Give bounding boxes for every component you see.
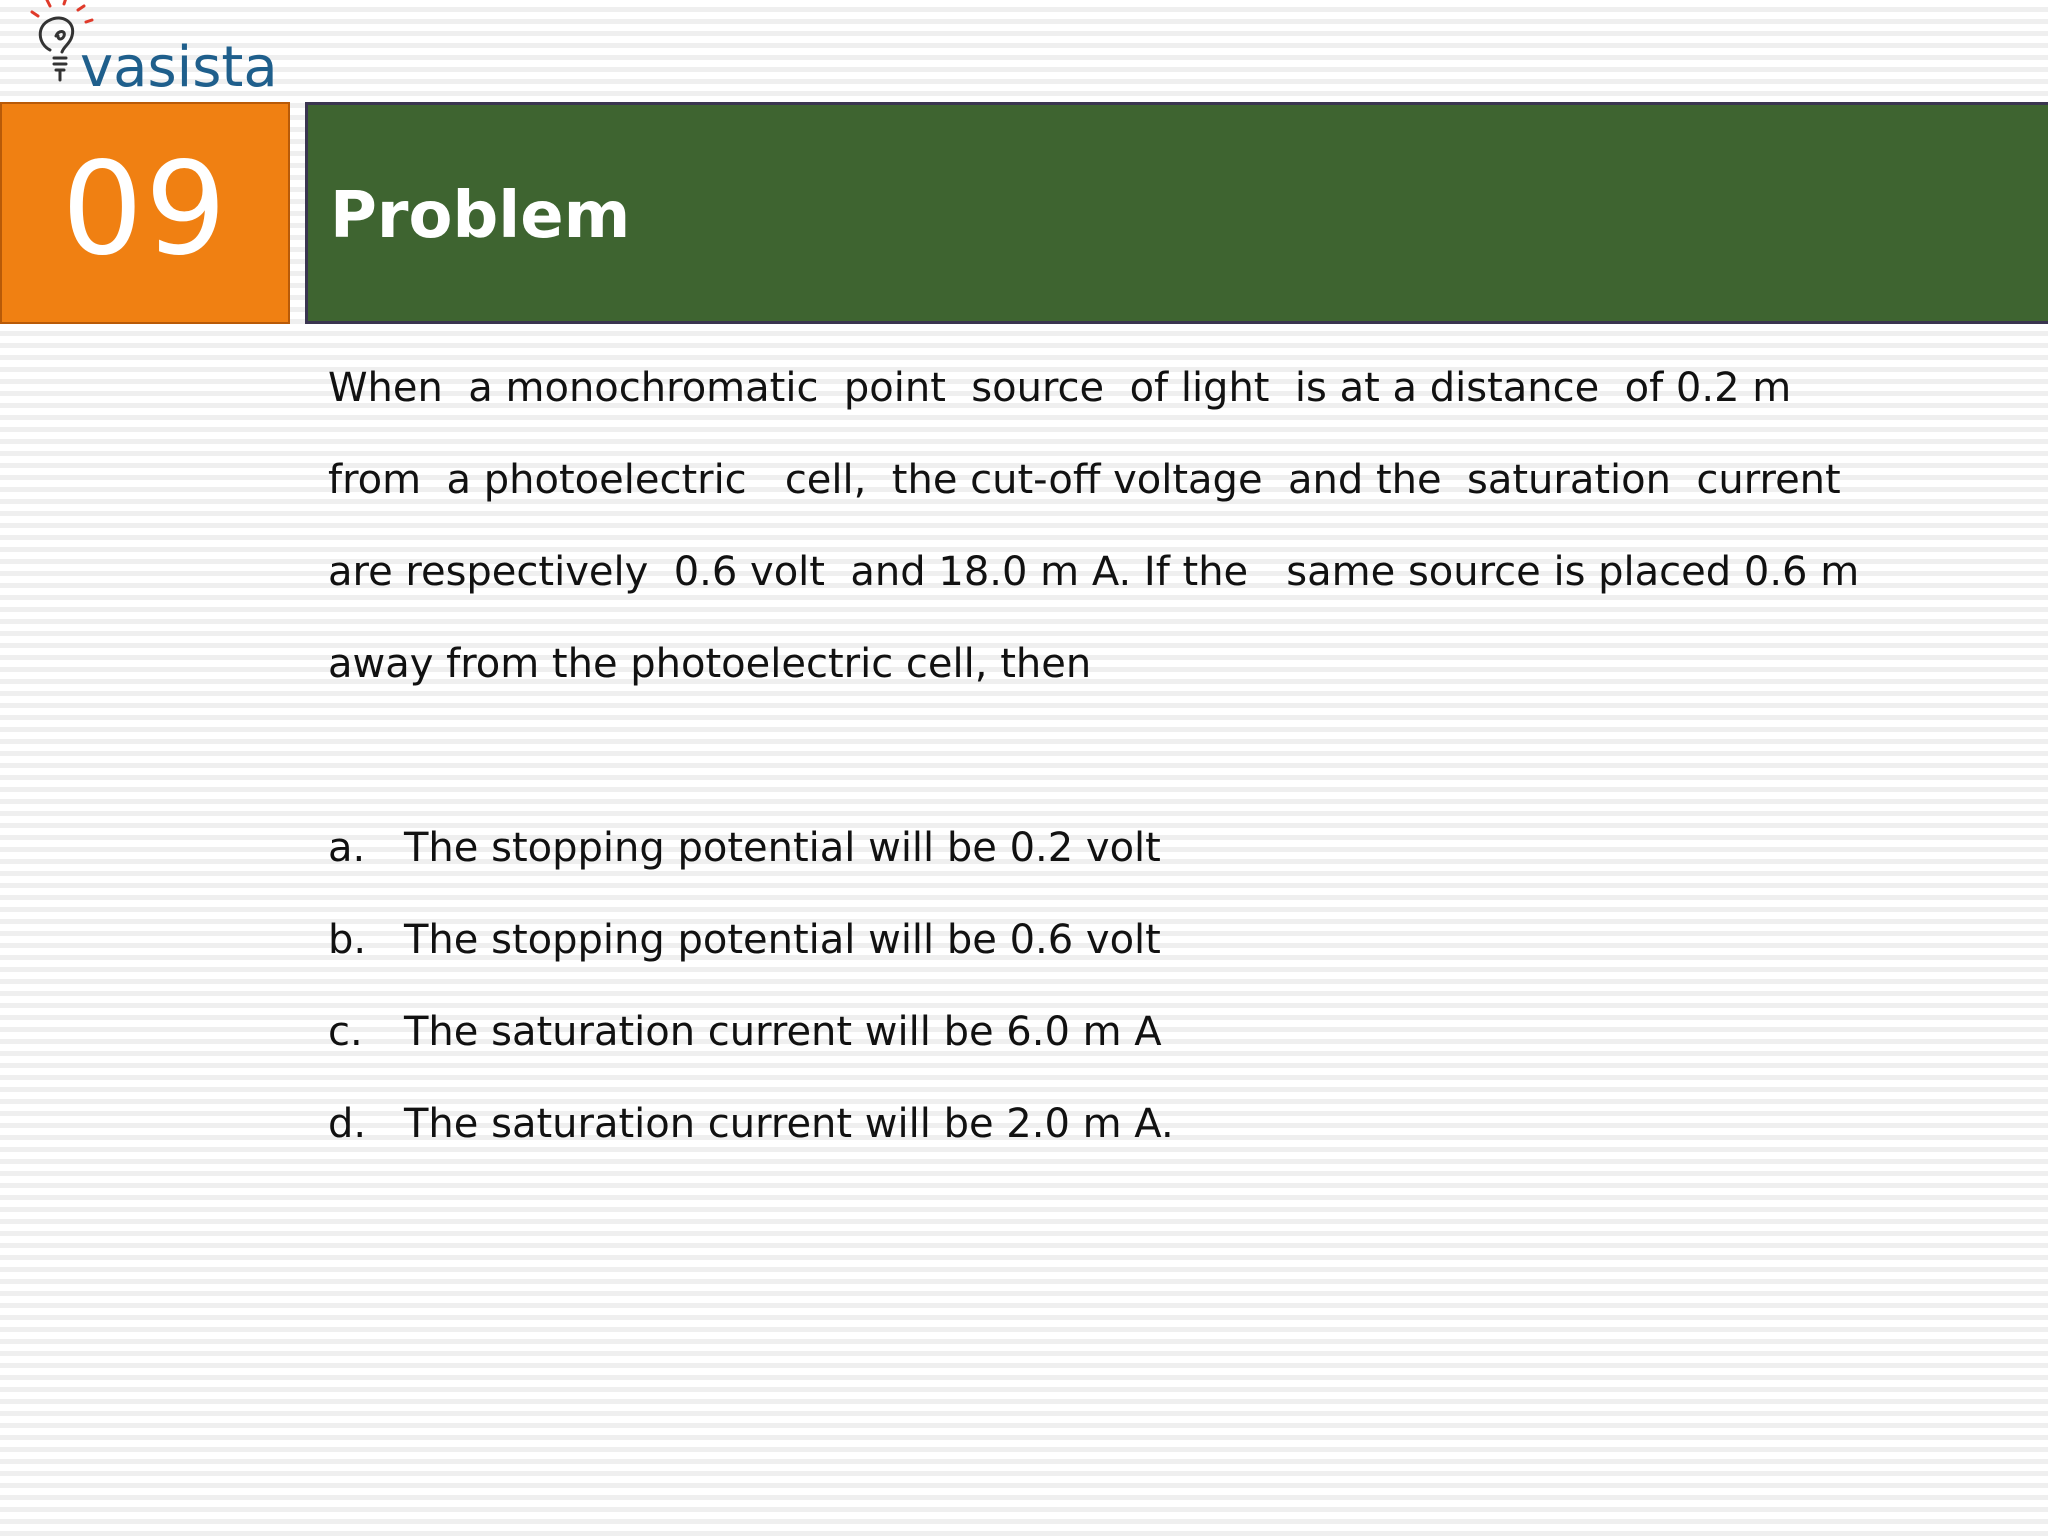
option-d [328,1094,1968,1186]
problem-statement [328,358,1968,726]
option-a [328,818,1968,910]
option-letter: a. [328,825,366,871]
option-text: The stopping potential will be 0.2 volt [404,825,1161,871]
problem-line: away from the photoelectric cell, then [328,641,1092,687]
slide-title: Problem [330,179,631,253]
option-text: The saturation current will be 2.0 m A. [404,1101,1174,1147]
answer-options [328,818,1968,1186]
problem-line: When a monochromatic point source of light is at a distance of 0.2 m [328,365,1792,411]
brand-logo-text: vasista [80,35,278,100]
slide-number: 09 [61,135,229,284]
option-text: The saturation current will be 6.0 m A [404,1009,1162,1055]
option-text: The stopping potential will be 0.6 volt [404,917,1161,963]
title-bar [305,102,2048,324]
problem-line: from a photoelectric cell, the cut-off voltage and the saturation current [328,457,1841,503]
bulb-logo-icon [20,0,280,100]
slide-number-box [0,102,290,324]
option-c [328,1002,1968,1094]
slide-content [328,358,1968,1186]
option-letter: d. [328,1101,367,1147]
option-b [328,910,1968,1002]
problem-line: are respectively 0.6 volt and 18.0 m A. If the same source is placed 0.6 m [328,549,1860,595]
brand-logo [20,0,280,100]
option-letter: c. [328,1009,363,1055]
option-letter: b. [328,917,367,963]
